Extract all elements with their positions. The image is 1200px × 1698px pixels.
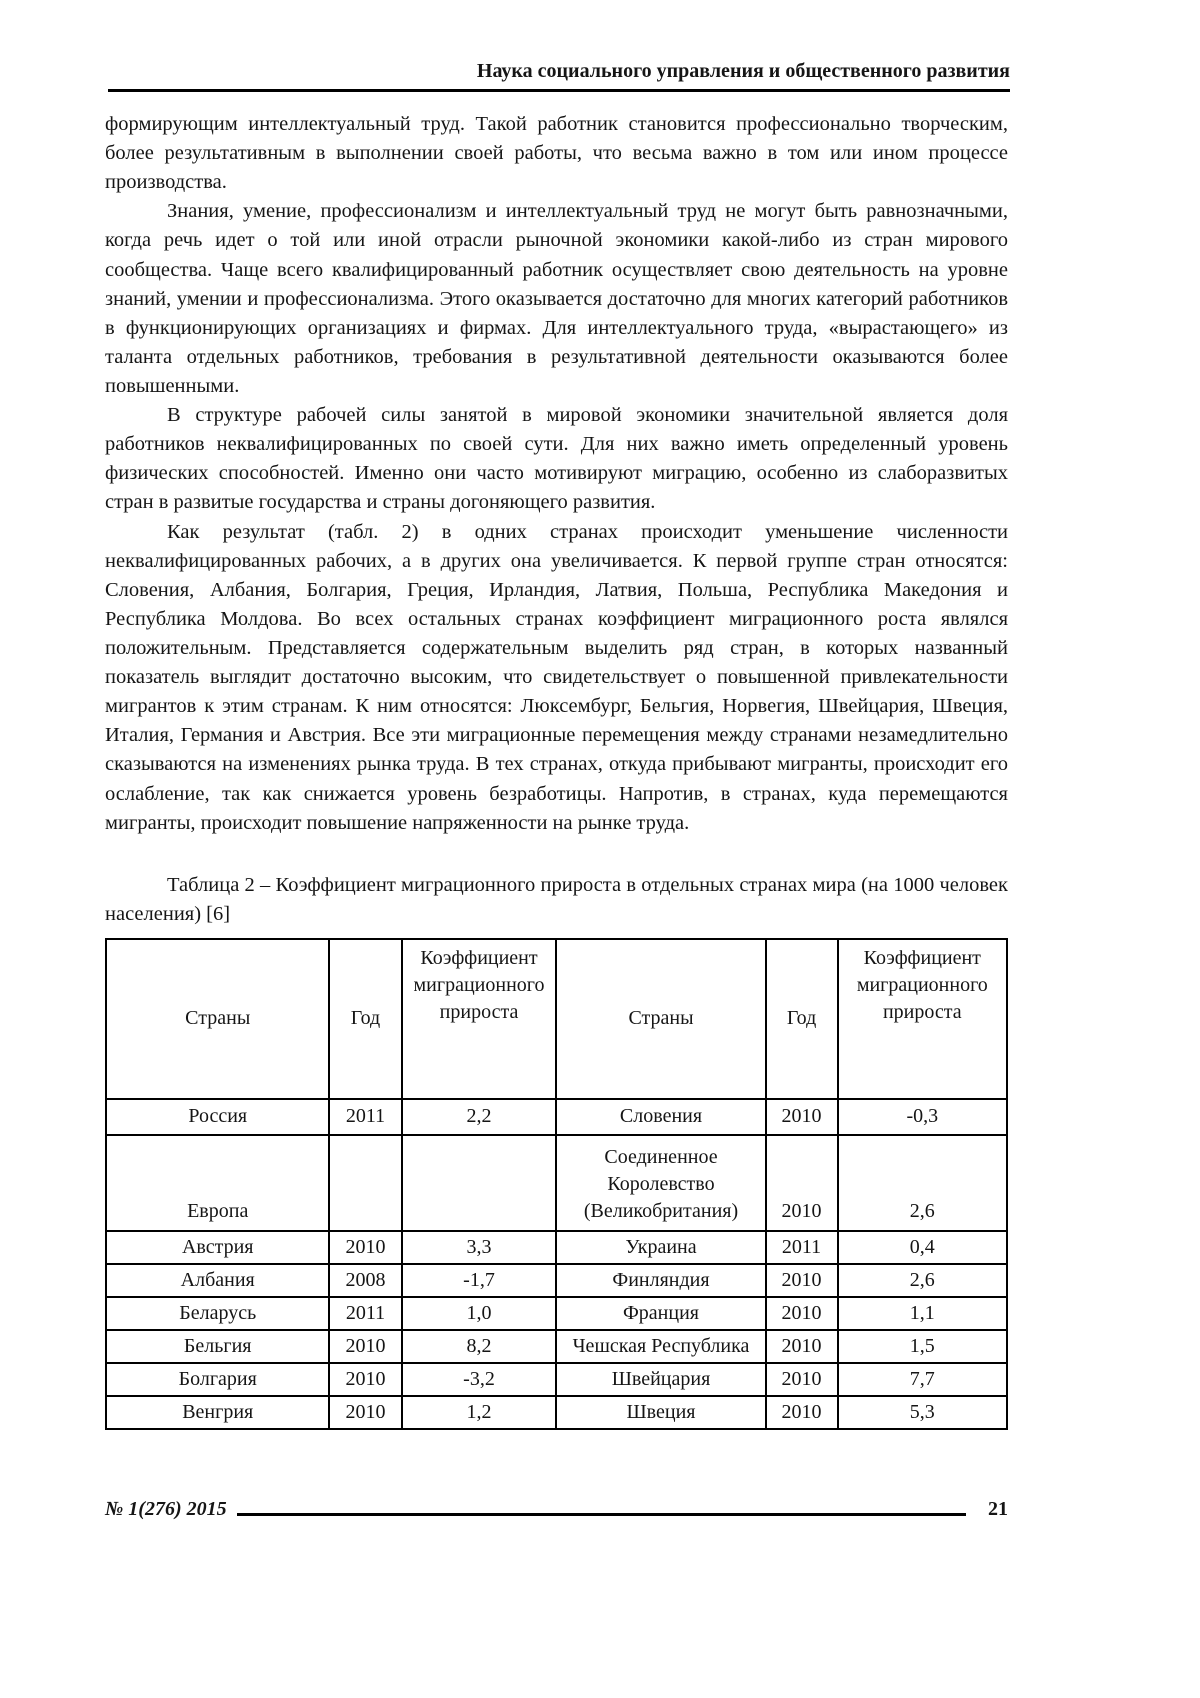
cell-coef: 2,2 [402,1099,557,1135]
cell-coef: -0,3 [838,1099,1007,1135]
cell-country: Венгрия [106,1396,329,1429]
cell-year: 2010 [329,1231,401,1264]
cell-country: Финляндия [556,1264,765,1297]
cell-coef: 0,4 [838,1231,1007,1264]
table-row [106,1330,1007,1363]
cell-coef: -3,2 [402,1363,557,1396]
cell-country: Франция [556,1297,765,1330]
cell-country: Чешская Республика [556,1330,765,1363]
col-header-coef-left: Коэффициент миграционного прироста [402,939,557,1099]
cell-coef: 1,1 [838,1297,1007,1330]
migration-table [105,938,1008,1430]
col-header-country-right: Страны [556,939,765,1099]
cell-country: Словения [556,1099,765,1135]
cell-year: 2010 [766,1363,838,1396]
cell-year: 2010 [329,1330,401,1363]
table-row [106,1297,1007,1330]
cell-year: 2010 [766,1297,838,1330]
cell-coef [402,1135,557,1231]
cell-year: 2008 [329,1264,401,1297]
cell-country: Албания [106,1264,329,1297]
table-row [106,1099,1007,1135]
cell-year: 2010 [766,1396,838,1429]
cell-coef: 8,2 [402,1330,557,1363]
table-row [106,1396,1007,1429]
cell-country: Европа [106,1135,329,1231]
col-header-year-left: Год [329,939,401,1099]
running-head: Наука социального управления и общественного развития [108,58,1010,92]
col-header-coef-right: Коэффициент миграционного прироста [838,939,1007,1099]
cell-year: 2010 [766,1264,838,1297]
cell-country: Австрия [106,1231,329,1264]
cell-year: 2010 [329,1396,401,1429]
footer-rule [237,1513,966,1516]
issue-label: № 1(276) 2015 [105,1498,227,1520]
table-row [106,1264,1007,1297]
cell-country: Соединенное Королевство (Великобритания) [556,1135,765,1231]
cell-year: 2011 [766,1231,838,1264]
page-content [105,110,1008,1430]
paragraph: В структуре рабочей силы занятой в мировой экономики значительной является доля работников неквалифицированных по своей сути. Для них важно иметь определенный уровень физических способностей. Именно они часто мотивируют миграцию, особенно из слаборазвитых стран в развитые государства и страны догоняющего развития. [105,404,1008,514]
cell-coef: 7,7 [838,1363,1007,1396]
cell-country: Швейцария [556,1363,765,1396]
cell-country: Швеция [556,1396,765,1429]
cell-coef: 1,2 [402,1396,557,1429]
cell-coef: -1,7 [402,1264,557,1297]
cell-country: Болгария [106,1363,329,1396]
cell-country: Россия [106,1099,329,1135]
table-row [106,1135,1007,1231]
cell-year: 2011 [329,1099,401,1135]
cell-year: 2010 [766,1135,838,1231]
cell-year: 2010 [329,1363,401,1396]
cell-coef: 1,0 [402,1297,557,1330]
paragraph: формирующим интеллектуальный труд. Такой работник становится профессионально творческим, более результативным в выполнении своей работы, что весьма важно в том или ином процессе производства. [105,113,1008,194]
cell-year: 2010 [766,1330,838,1363]
col-header-country-left: Страны [106,939,329,1099]
cell-coef: 2,6 [838,1264,1007,1297]
cell-country: Украина [556,1231,765,1264]
cell-country: Бельгия [106,1330,329,1363]
table-row [106,1363,1007,1396]
paragraph: Как результат (табл. 2) в одних странах происходит уменьшение численности неквалифицированных рабочих, а в других она увеличивается. К первой группе стран относятся: Словения, Албания, Болгария, Греция, Ирландия, Латвия, Польша, Республика Македония и Республика Молдова. Во всех остальных странах коэффициент миграционного роста являлся положительным. Представляется содержательным выделить ряд стран, в которых названный показатель выглядит достаточно высоким, что свидетельствует о повышенной привлекательности мигрантов к этим странам. К ним относятся: Люксембург, Бельгия, Норвегия, Швейцария, Швеция, Италия, Германия и Австрия. Все эти миграционные перемещения между странами незамедлительно сказываются на изменениях рынка труда. В тех странах, откуда прибывают мигранты, происходит его ослабление, так как снижается уровень безработицы. Напротив, в странах, куда перемещаются мигранты, происходит повышение напряженности на рынке труда. [105,520,1008,834]
paragraph: Знания, умение, профессионализм и интеллектуальный труд не могут быть равнозначными, когда речь идет о той или иной отрасли рыночной экономики какой-либо из стран мирового сообщества. Чаще всего квалифицированный работник осуществляет свою деятельность на уровне знаний, умении и профессионализма. Этого оказывается достаточно для многих категорий работников в функционирующих организациях и фирмах. Для интеллектуального труда, «вырастающего» из таланта отдельных работников, требования в результативной деятельности оказываются более повышенными. [105,200,1008,397]
cell-year: 2011 [329,1297,401,1330]
table-caption: Таблица 2 – Коэффициент миграционного прироста в отдельных странах мира (на 1000 человек населения) [6] [105,873,1008,925]
table-header [106,939,1007,1099]
page-footer [105,1498,1008,1521]
table-row [106,1231,1007,1264]
col-header-year-right: Год [766,939,838,1099]
cell-coef: 3,3 [402,1231,557,1264]
cell-coef: 5,3 [838,1396,1007,1429]
cell-year: 2010 [766,1099,838,1135]
cell-coef: 2,6 [838,1135,1007,1231]
page-number: 21 [988,1498,1008,1520]
cell-country: Беларусь [106,1297,329,1330]
cell-coef: 1,5 [838,1330,1007,1363]
cell-year [329,1135,401,1231]
